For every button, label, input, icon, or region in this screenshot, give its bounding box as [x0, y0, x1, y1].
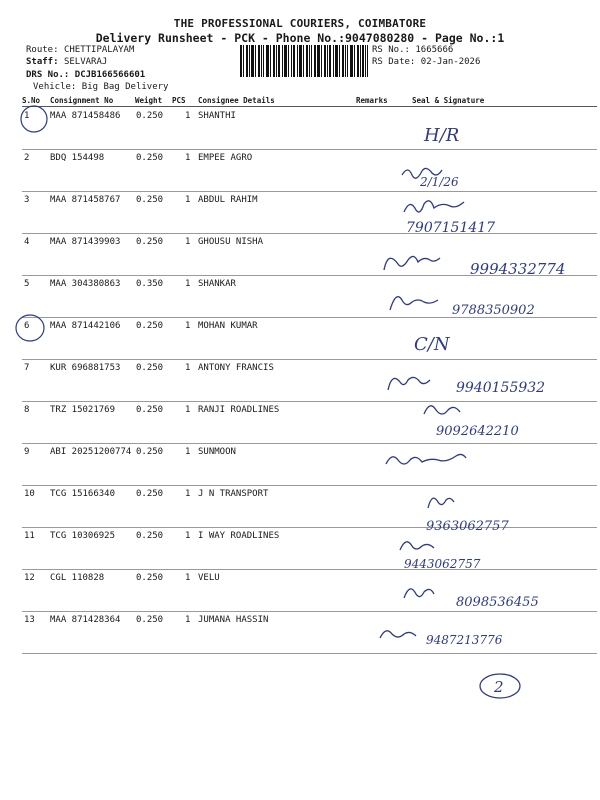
row-weight: 0.250 — [136, 237, 164, 247]
row-sno: 4 — [24, 237, 30, 247]
sig-row12-phone: 8098536455 — [456, 595, 539, 610]
row-consignment-no: TRZ 15021769 — [50, 405, 116, 415]
row-pcs: 1 — [185, 237, 191, 247]
row-sno: 12 — [24, 573, 35, 583]
staff-line: Staff: SELVARAJ — [26, 57, 108, 67]
page-circle-number: 2 — [494, 678, 504, 696]
row-weight: 0.250 — [136, 615, 164, 625]
col-weight: Weight — [135, 96, 163, 105]
row-sno: 7 — [24, 363, 30, 373]
barcode-image — [240, 45, 368, 77]
row-consignee: ANTONY FRANCIS — [198, 363, 274, 373]
row-weight: 0.250 — [136, 573, 164, 583]
table-row — [22, 107, 600, 149]
table-row — [22, 359, 600, 401]
row-pcs: 1 — [185, 363, 191, 373]
sig-row11-phone: 9443062757 — [404, 557, 481, 571]
table-row — [22, 485, 600, 527]
sig-row7-phone: 9940155932 — [456, 380, 546, 396]
sig-row3-phone: 7907151417 — [406, 220, 496, 236]
row-pcs: 1 — [185, 111, 191, 121]
row-weight: 0.250 — [136, 153, 164, 163]
sig-row2-date: 2/1/26 — [420, 175, 459, 189]
row-weight: 0.250 — [136, 111, 164, 121]
table-row — [22, 443, 600, 485]
row-consignee: MOHAN KUMAR — [198, 321, 258, 331]
row-pcs: 1 — [185, 489, 191, 499]
row-pcs: 1 — [185, 447, 191, 457]
row-consignment-no: TCG 15166340 — [50, 489, 116, 499]
table-row — [22, 569, 600, 611]
row-sno: 6 — [24, 321, 30, 331]
sig-row13-phone: 9487213776 — [426, 633, 503, 647]
row-sno: 9 — [24, 447, 30, 457]
row-pcs: 1 — [185, 615, 191, 625]
rs-date-value: 02-Jan-2026 — [420, 57, 481, 67]
row-sno: 8 — [24, 405, 30, 415]
row-consignee: ABDUL RAHIM — [198, 195, 258, 205]
row-consignment-no: MAA 871458486 — [50, 111, 121, 121]
vehicle-value: Big Bag Delivery — [81, 82, 169, 92]
row-weight: 0.250 — [136, 363, 164, 373]
table-header — [22, 96, 600, 106]
row-consignment-no: KUR 696881753 — [50, 363, 121, 373]
table-row — [22, 233, 600, 275]
row-consignee: I WAY ROADLINES — [198, 531, 280, 541]
rs-date-line: RS Date: 02-Jan-2026 — [372, 57, 481, 67]
row-consignment-no: MAA 871439903 — [50, 237, 121, 247]
table-row — [22, 611, 600, 653]
rs-no-line: RS No.: 1665666 — [372, 45, 454, 55]
col-consignment: Consignment No — [50, 96, 114, 105]
table-row — [22, 191, 600, 233]
row-pcs: 1 — [185, 195, 191, 205]
table-row — [22, 401, 600, 443]
row-weight: 0.250 — [136, 489, 164, 499]
row-divider — [22, 653, 597, 654]
row-consignment-no: MAA 871458767 — [50, 195, 121, 205]
row-consignee: GHOUSU NISHA — [198, 237, 264, 247]
row-consignment-no: CGL 110828 — [50, 573, 105, 583]
runsheet-subtitle: Delivery Runsheet - PCK - Phone No.:9047080280 - Page No.:1 — [95, 31, 505, 45]
sig-row10-phone: 9363062757 — [426, 519, 509, 534]
row-weight: 0.250 — [136, 321, 164, 331]
row-consignee: RANJI ROADLINES — [198, 405, 280, 415]
sig-row4-phone: 9994332774 — [470, 260, 566, 278]
row-consignee: VELU — [198, 573, 220, 583]
col-sno: S.No — [22, 96, 41, 105]
sig-row1: H/R — [424, 125, 460, 146]
col-consignee: Consignee Details — [198, 96, 275, 105]
drs-value: DCJB166566601 — [74, 70, 146, 80]
row-consignee: J N TRANSPORT — [198, 489, 269, 499]
drs-line: DRS No.: DCJB166566601 — [26, 70, 146, 80]
row-pcs: 1 — [185, 153, 191, 163]
row-weight: 0.350 — [136, 279, 164, 289]
sig-row6: C/N — [414, 334, 450, 355]
row-sno: 3 — [24, 195, 30, 205]
row-consignment-no: MAA 871428364 — [50, 615, 121, 625]
row-pcs: 1 — [185, 321, 191, 331]
col-pcs: PCS — [172, 96, 186, 105]
row-sno: 2 — [24, 153, 30, 163]
rs-no-value: 1665666 — [415, 45, 454, 55]
row-sno: 10 — [24, 489, 35, 499]
row-consignment-no: MAA 304380863 — [50, 279, 121, 289]
table-row — [22, 275, 600, 317]
row-consignee: EMPEE AGRO — [198, 153, 253, 163]
sig-row8-phone: 9092642210 — [436, 424, 519, 439]
col-remarks: Remarks — [356, 96, 388, 105]
row-consignee: SUNMOON — [198, 447, 236, 457]
row-sno: 13 — [24, 615, 35, 625]
sig-row5-phone: 9788350902 — [452, 303, 535, 318]
row-pcs: 1 — [185, 405, 191, 415]
vehicle-line: Vehicle: Big Bag Delivery — [33, 82, 169, 92]
row-weight: 0.250 — [136, 531, 164, 541]
row-pcs: 1 — [185, 573, 191, 583]
route-value: CHETTIPALAYAM — [63, 45, 135, 55]
row-consignee: SHANTHI — [198, 111, 236, 121]
row-sno: 5 — [24, 279, 30, 289]
row-consignee: SHANKAR — [198, 279, 236, 289]
row-weight: 0.250 — [136, 447, 164, 457]
row-weight: 0.250 — [136, 195, 164, 205]
route-line: Route: CHETTIPALAYAM — [26, 45, 135, 55]
row-consignee: JUMANA HASSIN — [198, 615, 269, 625]
row-pcs: 1 — [185, 279, 191, 289]
company-title: THE PROFESSIONAL COURIERS, COIMBATORE — [173, 17, 427, 30]
staff-value: SELVARAJ — [63, 57, 108, 67]
row-sno: 1 — [24, 111, 30, 121]
row-sno: 11 — [24, 531, 35, 541]
row-consignment-no: ABI 20251200774 — [50, 447, 132, 457]
row-pcs: 1 — [185, 531, 191, 541]
table-row — [22, 149, 600, 191]
row-weight: 0.250 — [136, 405, 164, 415]
row-consignment-no: TCG 10306925 — [50, 531, 116, 541]
table-row — [22, 317, 600, 359]
row-consignment-no: BDQ 154498 — [50, 153, 105, 163]
page-circle-mark — [480, 674, 520, 698]
col-seal: Seal & Signature — [412, 96, 485, 105]
row-consignment-no: MAA 871442106 — [50, 321, 121, 331]
table-row — [22, 527, 600, 569]
